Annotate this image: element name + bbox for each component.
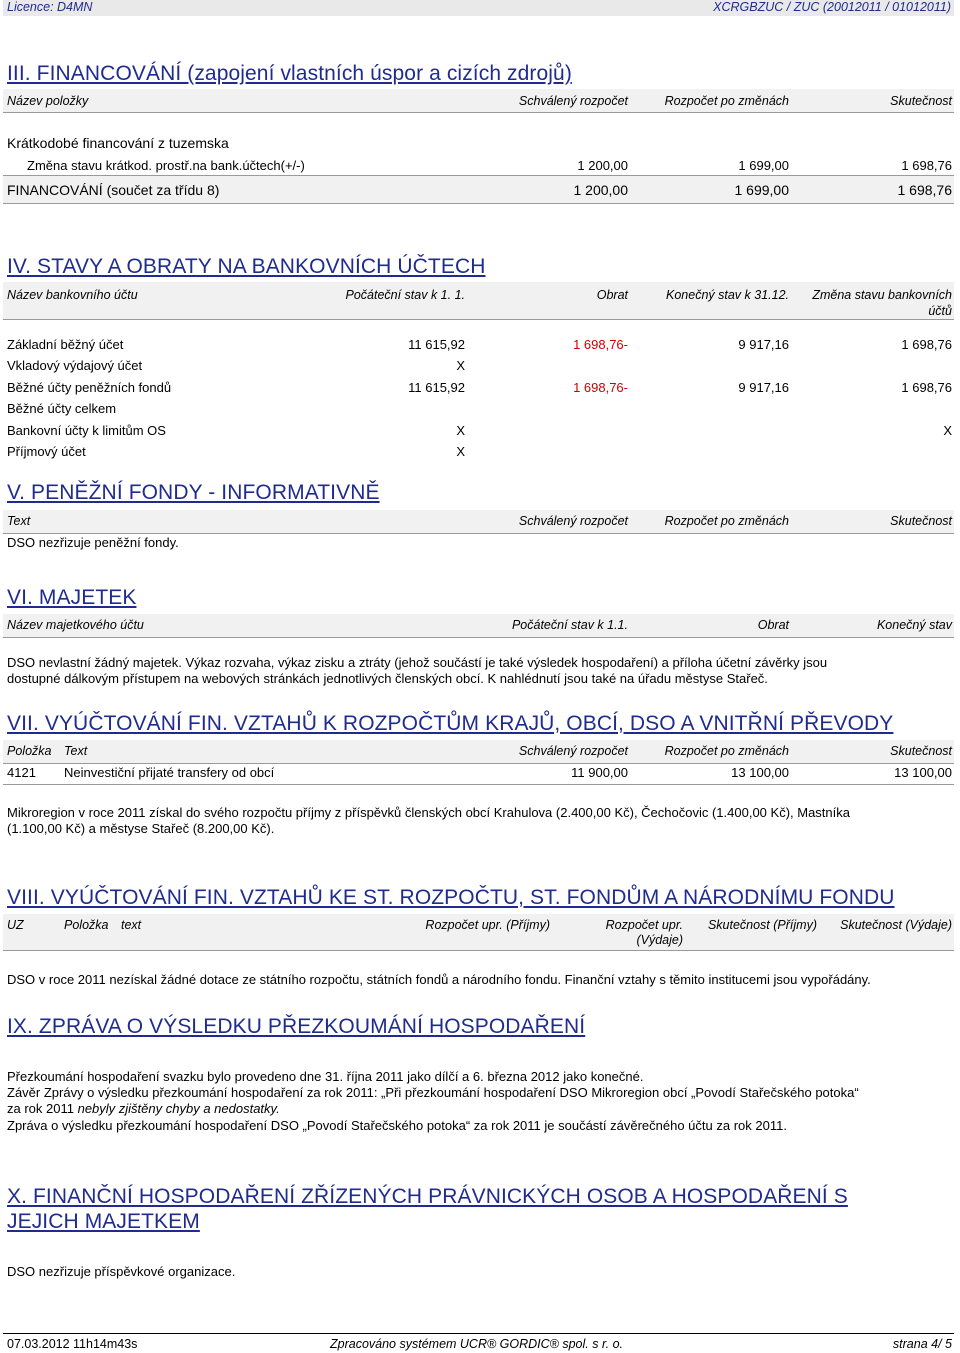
row-value-po-zmenach: 13 100,00 <box>731 765 789 780</box>
divider <box>3 533 954 534</box>
col-skutecnost-prijmy: Skutečnost (Příjmy) <box>707 918 817 932</box>
col-schvaleny: Schválený rozpočet <box>518 514 628 528</box>
col-rozpocet-upr-vydaje-2: (Výdaje) <box>636 933 683 947</box>
col-nazev-majetkoveho-uctu: Název majetkového účtu <box>7 618 144 632</box>
col-obrat: Obrat <box>757 618 789 632</box>
footer-page: strana 4/ 5 <box>892 1337 952 1351</box>
transfers-note-line2: (1.100,00 Kč) a městyse Stařeč (8.200,00 Kč). <box>7 821 275 836</box>
row-value-skutecnost: 13 100,00 <box>894 765 952 780</box>
col-rozpocet-po-zmenach: Rozpočet po změnách <box>664 514 789 528</box>
col-skutecnost: Skutečnost <box>890 744 952 758</box>
bank-row-start: X <box>456 444 465 459</box>
divider <box>3 763 954 764</box>
row-value-schvaleny: 1 200,00 <box>577 158 628 173</box>
section-iii-title: III. FINANCOVÁNÍ (zapojení vlastních úspor a cizích zdrojů) <box>7 62 572 85</box>
col-text: text <box>121 918 142 932</box>
row-polozka: 4121 <box>7 765 36 780</box>
bank-row-name: Běžné účty peněžních fondů <box>7 380 172 395</box>
col-rozpocet-upr-prijmy: Rozpočet upr. (Příjmy) <box>425 918 550 932</box>
divider <box>3 112 954 113</box>
bank-row-name: Vkladový výdajový účet <box>7 358 143 373</box>
section-iii-header-bar <box>3 89 954 112</box>
divider <box>3 319 954 320</box>
bank-row-obrat: 1 698,76- <box>573 337 628 352</box>
divider <box>3 950 954 951</box>
audit-line2: Závěr Zprávy o výsledku přezkoumání hospodaření za rok 2011: „Při přezkoumání hospodaření DSO Mikroregion obcí „Povodí Stařečského potoka“ <box>7 1085 859 1100</box>
group-label: Krátkodobé financování z tuzemska <box>7 135 229 151</box>
bank-row-name: Základní běžný účet <box>7 337 124 352</box>
section-vi-header-bar <box>3 614 954 637</box>
row-text: Neinvestiční přijaté transfery od obcí <box>64 765 275 780</box>
col-rozpocet-po-zmenach: Rozpočet po změnách <box>664 744 789 758</box>
bank-row-name: Běžné účty celkem <box>7 401 117 416</box>
audit-line3-prefix: za rok 2011 <box>7 1101 78 1116</box>
row-label: Změna stavu krátkod. prostř.na bank.účtech(+/-) <box>27 158 305 173</box>
footer-date: 07.03.2012 11h14m43s <box>7 1337 138 1351</box>
footer-system: Zpracováno systémem UCR® GORDIC® spol. s r. o. <box>330 1337 624 1351</box>
bank-row-obrat: 1 698,76- <box>573 380 628 395</box>
bank-row-name: Příjmový účet <box>7 444 86 459</box>
license-label: Licence: D4MN <box>7 0 93 14</box>
section-iv-title: IV. STAVY A OBRATY NA BANKOVNÍCH ÚČTECH <box>7 255 486 278</box>
section-x-title-line1: X. FINANČNÍ HOSPODAŘENÍ ZŘÍZENÝCH PRÁVNICKÝCH OSOB A HOSPODAŘENÍ S <box>7 1185 848 1208</box>
col-obrat: Obrat <box>596 288 628 302</box>
col-konecny-stav: Konečný stav <box>876 618 952 632</box>
section-vii-title: VII. VYÚČTOVÁNÍ FIN. VZTAHŮ K ROZPOČTŮM KRAJŮ, OBCÍ, DSO A VNITŘNÍ PŘEVODY <box>7 712 894 735</box>
total-value-po-zmenach: 1 699,00 <box>734 182 789 198</box>
section-vi-title: VI. MAJETEK <box>7 586 137 609</box>
row-value-po-zmenach: 1 699,00 <box>738 158 789 173</box>
section-x-title-line2: JEJICH MAJETKEM <box>7 1210 200 1233</box>
col-rozpocet-po-zmenach: Rozpočet po změnách <box>664 94 789 108</box>
audit-line3 <box>7 1101 280 1116</box>
total-value-schvaleny: 1 200,00 <box>573 182 628 198</box>
section-vii-header-bar <box>3 740 954 763</box>
col-konecny-stav: Konečný stav k 31.12. <box>666 288 789 302</box>
bank-row-start: 11 615,92 <box>408 337 465 352</box>
divider <box>3 203 954 204</box>
col-text: Text <box>7 514 31 528</box>
col-schvaleny: Schválený rozpočet <box>518 744 628 758</box>
organizations-note: DSO nezřizuje příspěvkové organizace. <box>7 1264 236 1279</box>
audit-line4: Zpráva o výsledku přezkoumání hospodaření DSO „Povodí Stařečského potoka“ za rok 2011 je součástí závěrečného účtu za rok 2011. <box>7 1118 787 1133</box>
audit-line1: Přezkoumání hospodaření svazku bylo provedeno dne 31. října 2011 jako dílčí a 6. března 2012 jako konečné. <box>7 1069 644 1084</box>
col-rozpocet-upr-vydaje: Rozpočet upr. <box>605 918 683 932</box>
bank-row-start: 11 615,92 <box>408 380 465 395</box>
total-value-skutecnost: 1 698,76 <box>897 182 952 198</box>
audit-conclusion: nebyly zjištěny chyby a nedostatky. <box>77 1101 280 1116</box>
section-ix-title: IX. ZPRÁVA O VÝSLEDKU PŘEZKOUMÁNÍ HOSPODAŘENÍ <box>7 1015 586 1038</box>
col-pocatecni-stav: Počáteční stav k 1.1. <box>511 618 628 632</box>
footer-divider <box>3 1333 954 1334</box>
col-polozka: Položka <box>64 918 109 932</box>
subsidies-note: DSO v roce 2011 nezískal žádné dotace ze státního rozpočtu, státních fondů a národního fondu. Finanční vztahy s těmito institucemi jsou vypořádány. <box>7 972 871 987</box>
col-text: Text <box>64 744 88 758</box>
col-zmena-stavu: Změna stavu bankovních <box>812 288 952 302</box>
row-value-schvaleny: 11 900,00 <box>571 765 628 780</box>
funds-note: DSO nezřizuje peněžní fondy. <box>7 535 179 550</box>
document-code: XCRGBZUC / ZUC (20012011 / 01012011) <box>713 0 951 14</box>
col-uz: UZ <box>7 918 24 932</box>
property-note-line1: DSO nevlastní žádný majetek. Výkaz rozvaha, výkaz zisku a ztráty (jehož součástí je také výsledek hospodaření) a příloha účetní závěrky jsou <box>7 655 828 670</box>
col-polozka: Položka <box>7 744 52 758</box>
col-skutecnost-vydaje: Skutečnost (Výdaje) <box>840 918 952 932</box>
bank-row-change: 1 698,76 <box>901 380 952 395</box>
bank-row-name: Bankovní účty k limitům OS <box>7 423 166 438</box>
property-note-line2: dostupné dálkovým přístupem na webových stránkách jednotlivých členských obcí. K nahlédnutí jsou také na úřadu městyse Stařeč. <box>7 671 768 686</box>
bank-row-change: X <box>943 423 952 438</box>
section-v-header-bar <box>3 510 954 533</box>
section-v-title: V. PENĚŽNÍ FONDY - INFORMATIVNĚ <box>7 481 380 504</box>
bank-row-end: 9 917,16 <box>738 380 789 395</box>
row-value-skutecnost: 1 698,76 <box>901 158 952 173</box>
divider <box>3 637 954 638</box>
col-pocatecni-stav: Počáteční stav k 1. 1. <box>345 288 465 302</box>
bank-row-end: 9 917,16 <box>738 337 789 352</box>
col-skutecnost: Skutečnost <box>890 94 952 108</box>
col-zmena-stavu-2: účtů <box>928 304 952 318</box>
col-skutecnost: Skutečnost <box>890 514 952 528</box>
bank-row-start: X <box>456 358 465 373</box>
col-nazev-bankovniho-uctu: Název bankovního účtu <box>7 288 138 302</box>
bank-row-change: 1 698,76 <box>901 337 952 352</box>
col-schvaleny: Schválený rozpočet <box>518 94 628 108</box>
col-nazev-polozky: Název položky <box>7 94 89 108</box>
bank-row-start: X <box>456 423 465 438</box>
divider <box>3 784 954 785</box>
total-row-label: FINANCOVÁNÍ (součet za třídu 8) <box>7 182 220 198</box>
transfers-note-line1: Mikroregion v roce 2011 získal do svého rozpočtu příjmy z příspěvků členských obcí Krahulova (2.400,00 Kč), Čechočovic (1.400,00 Kč), Mastníka <box>7 805 850 820</box>
section-viii-title: VIII. VYÚČTOVÁNÍ FIN. VZTAHŮ KE ST. ROZPOČTU, ST. FONDŮM A NÁRODNÍMU FONDU <box>7 886 895 909</box>
